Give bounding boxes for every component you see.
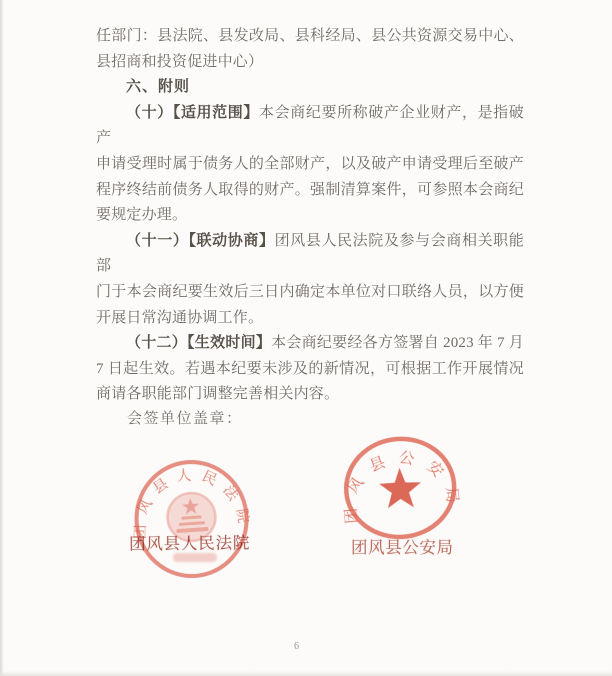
page-number: 6 xyxy=(294,641,300,652)
doc-line: 门于本会商纪要生效后三日内确定本单位对口联络人员，以方便 xyxy=(96,283,524,300)
clause-lead: （十一）【联动协商】 xyxy=(126,232,275,249)
doc-line xyxy=(96,331,524,357)
police-seal-name: 团风县公安局 xyxy=(351,538,454,557)
signature-label: 会签单位盖章： xyxy=(127,411,243,427)
doc-line: 县招商和投资促进中心） xyxy=(96,53,264,70)
clause-lead: （十二）【生效时间】 xyxy=(126,335,272,352)
clause-lead: （十）【适用范围】 xyxy=(126,104,260,121)
court-seal-name: 团风县人民法院 xyxy=(128,533,251,554)
doc-line xyxy=(96,229,524,280)
document-body xyxy=(96,24,524,408)
doc-line: 程序终结前债务人取得的财产。强制清算案件，可参照本会商纪 xyxy=(96,181,524,198)
police-seal xyxy=(333,425,464,547)
clause-text: 本会商纪要经各方签署自 2023 年 7 月 xyxy=(271,335,524,352)
court-seal-arc-text: 团风县人民法院 xyxy=(132,467,253,540)
section-heading: 六、附则 xyxy=(126,79,191,96)
clause-text: 团风县人民法院及参与会商相关职能部 xyxy=(96,232,524,275)
police-seal-arc-text: 团风县公安局 xyxy=(341,449,462,525)
doc-line xyxy=(96,101,524,152)
court-seal xyxy=(119,435,265,586)
court-seal-code-smudge xyxy=(173,553,217,562)
clause-text: 本会商纪要所称破产企业财产，是指破产 xyxy=(96,104,524,147)
doc-line: 商请各职能部门调整完善相关内容。 xyxy=(96,386,340,403)
scan-edge-bottom xyxy=(0,671,612,676)
doc-line: 申请受理时属于债务人的全部财产，以及破产申请受理后至破产 xyxy=(96,155,524,172)
scan-edge-left xyxy=(0,0,4,676)
doc-line: 7 日起生效。若遇本纪要未涉及的新情况，可根据工作开展情况 xyxy=(96,360,524,377)
star-icon xyxy=(379,467,422,508)
doc-line: 要规定办理。 xyxy=(96,207,188,224)
doc-line: 开展日常沟通协调工作。 xyxy=(96,309,264,326)
doc-line: 任部门：县法院、县发改局、县科经局、县公共资源交易中心、 xyxy=(96,28,524,44)
